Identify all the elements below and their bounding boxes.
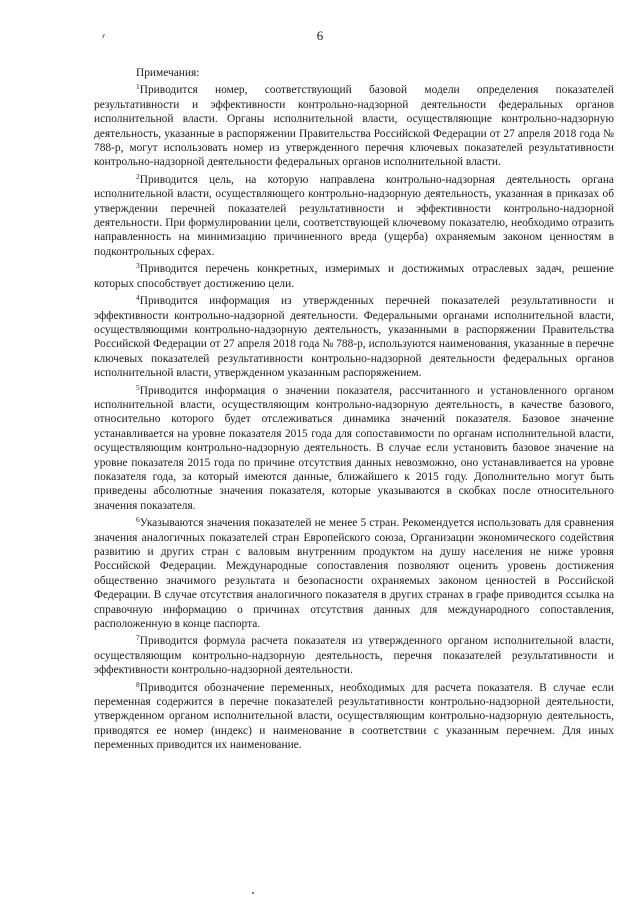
note-5 [94,384,614,514]
note-marker: 8 [136,679,140,689]
note-3 [94,262,614,291]
note-marker: 4 [136,293,140,303]
page-number: 6 [316,28,324,43]
note-text: Приводится обозначение переменных, необходимых для расчета показателя. В случае если переменная содержится в перечне показателей результативности контрольно-надзорной деятельности, утвержденном органом исполнительной власти, осуществляющим контрольно-надзорную деятельность, приводятся ее номер (индекс) и наименование в соответствии с указанным перечнем. Для иных переменных приводится их наименование. [94,681,614,752]
note-marker: 7 [136,633,140,643]
note-marker: 1 [136,82,140,92]
note-marker: 5 [136,382,140,392]
note-marker: 3 [136,261,140,271]
note-text: Приводится номер, соответствующий базовой модели определения показателей результативности и эффективности контрольно-надзорной деятельности федеральных органов исполнительной власти. Органы исполнительной власти, осуществляющие контрольно-надзорную деятельность, указанные в распоряжении Правительства Российской Федерации от 27 апреля 2018 года № 788-р, могут использовать номер из утвержденного перечня ключевых показателей результативности контрольно-надзорной деятельности федеральных органов исполнительной власти. [94,84,614,169]
note-text: Приводится информация о значении показателя, рассчитанного и установленного органом исполнительной власти, осуществляющим контрольно-надзорную деятельность, в качестве базового, относительно которого будет отслеживаться динамика значений показателя. Базовое значение устанавливается на уровне показателя 2015 года для сопоставимости по органам исполнительной власти, осуществляющим контрольно-надзорную деятельность. В случае если установить базовое значение на уровне показателя 2015 года по причине отсутствия данных невозможно, оно устанавливается на уровне показателя года, за который имеются данные, ближайшего к 2015 году. Дополнительно могут быть приведены абсолютные значения показателя, которые указываются в скобках после относительного значения показателя. [94,384,614,512]
note-marker: 2 [136,171,140,181]
note-7 [94,634,614,677]
note-8 [94,681,614,753]
document-body [94,66,614,756]
scan-mark [252,892,254,894]
note-1 [94,83,614,169]
note-text: Приводится формула расчета показателя из утвержденного органом исполнительной власти, осуществляющим контрольно-надзорную деятельность, перечня показателей результативности и эффективности контрольно-надзорной деятельности. [94,635,614,677]
note-6 [94,516,614,631]
note-marker: 6 [136,515,140,525]
note-4 [94,294,614,380]
notes-heading: Примечания: [136,67,200,79]
note-2 [94,173,614,259]
note-text: Указываются значения показателей не менее 5 стран. Рекомендуется использовать для сравнения значения аналогичных показателей стран Европейского союза, Организации экономического содействия развитию и других стран с валовым внутренним продуктом на душу населения не ниже уровня Российской Федерации. Международные сопоставления позволяют оценить уровень достижения общественно значимого результата и безопасности охраняемых законом ценностей в Российской Федерации. В случае отсутствия аналогичного показателя в других странах в графе приводится ссылка на справочную информацию о причинах отсутствия данных для международного сопоставления, расположенную в конце паспорта. [94,517,614,631]
note-text: Приводится информация из утвержденных перечней показателей результативности и эффективности контрольно-надзорной деятельности. Федеральными органами исполнительной власти, осуществляющими контрольно-надзорную деятельность, указанными в распоряжении Правительства Российской Федерации от 27 апреля 2018 года № 788-р, используются наименования, указанные в перечне ключевых показателей результативности контрольно-надзорной деятельности федеральных органов исполнительной власти, утвержденном указанным распоряжением. [94,295,614,380]
note-text: Приводится перечень конкретных, измеримых и достижимых отраслевых задач, решение которых способствует достижению цели. [94,263,614,290]
note-text: Приводится цель, на которую направлена контрольно-надзорная деятельность органа исполнительной власти, осуществляющего контрольно-надзорную деятельность, указанная в приказах об утверждении перечней показателей результативности и эффективности контрольно-надзорной деятельности. При формулировании цели, соответствующей ключевому показателю, необходимо отразить направленность на минимизацию причиненного вреда (ущерба) охраняемым законом ценностям в подконтрольных сферах. [94,173,614,258]
